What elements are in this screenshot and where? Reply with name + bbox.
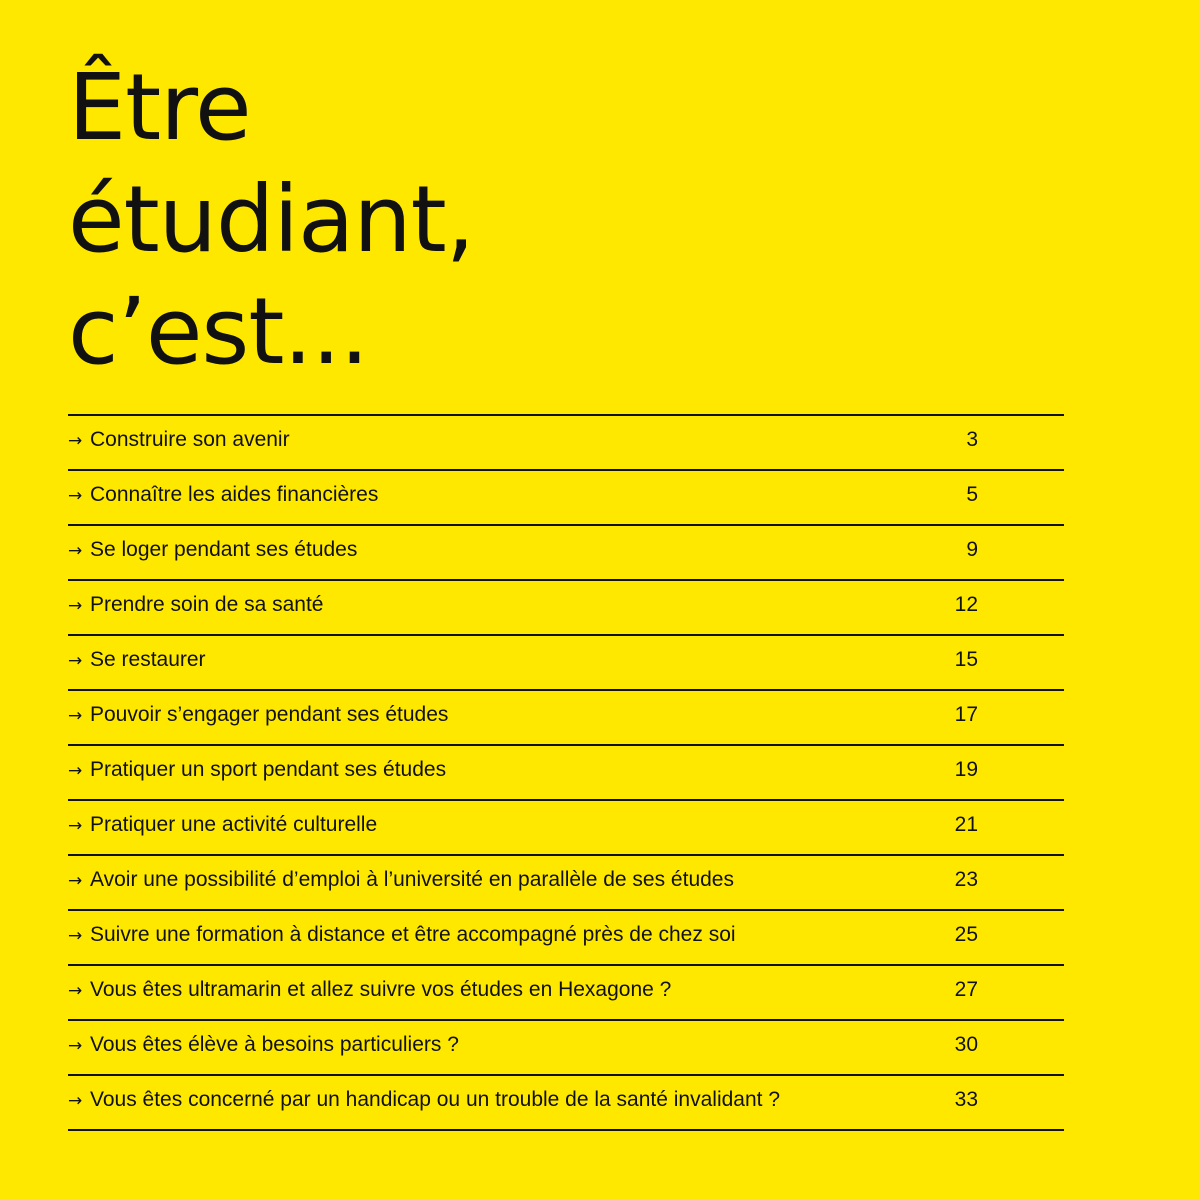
toc-entry-page-number: 5 (966, 483, 978, 506)
right-arrow-icon: → (68, 486, 83, 506)
toc-entry-label (68, 426, 290, 455)
right-arrow-icon: → (68, 1091, 83, 1111)
toc-entry-page-number: 3 (966, 428, 978, 451)
right-arrow-icon: → (68, 431, 83, 451)
toc-entry[interactable] (68, 581, 1064, 636)
toc-entry-text: Vous êtes concerné par un handicap ou un trouble de la santé invalidant ? (90, 1088, 780, 1111)
toc-entry-label (68, 811, 377, 840)
toc-entry-label (68, 646, 206, 675)
toc-entry-page-number: 15 (954, 648, 978, 671)
toc-entry[interactable] (68, 746, 1064, 801)
page-title-line-2: étudiant, (68, 166, 474, 273)
toc-entry-page-number: 33 (954, 1088, 978, 1111)
toc-entry[interactable] (68, 636, 1064, 691)
toc-entry-page-number: 17 (954, 703, 978, 726)
toc-entry-label (68, 536, 357, 565)
toc-entry-text: Se restaurer (90, 648, 206, 671)
toc-entry[interactable] (68, 691, 1064, 746)
table-of-contents (68, 414, 1064, 1131)
page-title (68, 52, 474, 388)
right-arrow-icon: → (68, 981, 83, 1001)
toc-entry-label (68, 591, 323, 620)
toc-entry[interactable] (68, 856, 1064, 911)
toc-entry-label (68, 756, 446, 785)
toc-entry-text: Prendre soin de sa santé (90, 593, 324, 616)
toc-entry-page-number: 19 (954, 758, 978, 781)
toc-entry-text: Avoir une possibilité d’emploi à l’université en parallèle de ses études (90, 868, 734, 891)
toc-entry-text: Vous êtes ultramarin et allez suivre vos études en Hexagone ? (90, 978, 672, 1001)
right-arrow-icon: → (68, 761, 83, 781)
right-arrow-icon: → (68, 816, 83, 836)
toc-entry-text: Pratiquer un sport pendant ses études (90, 758, 447, 781)
right-arrow-icon: → (68, 596, 83, 616)
toc-entry[interactable] (68, 471, 1064, 526)
page-title-line-3: c’est... (68, 278, 369, 385)
toc-entry[interactable] (68, 416, 1064, 471)
toc-entry-label (68, 701, 448, 730)
toc-entry[interactable] (68, 966, 1064, 1021)
toc-entry-text: Pratiquer une activité culturelle (90, 813, 378, 836)
toc-entry-page-number: 30 (954, 1033, 978, 1056)
right-arrow-icon: → (68, 1036, 83, 1056)
toc-entry-page-number: 9 (966, 538, 978, 561)
toc-entry-label (68, 1031, 459, 1060)
toc-entry[interactable] (68, 1021, 1064, 1076)
toc-entry[interactable] (68, 526, 1064, 581)
toc-entry-label (68, 976, 671, 1005)
toc-entry-text: Pouvoir s’engager pendant ses études (90, 703, 449, 726)
right-arrow-icon: → (68, 651, 83, 671)
toc-entry[interactable] (68, 911, 1064, 966)
toc-entry-text: Vous êtes élève à besoins particuliers ? (90, 1033, 459, 1056)
toc-entry-label (68, 921, 736, 950)
toc-entry-label (68, 1086, 780, 1115)
toc-entry-page-number: 12 (954, 593, 978, 616)
toc-entry-page-number: 21 (954, 813, 978, 836)
toc-entry[interactable] (68, 1076, 1064, 1131)
right-arrow-icon: → (68, 706, 83, 726)
right-arrow-icon: → (68, 871, 83, 891)
right-arrow-icon: → (68, 541, 83, 561)
toc-entry-text: Se loger pendant ses études (90, 538, 358, 561)
toc-entry[interactable] (68, 801, 1064, 856)
toc-entry-page-number: 27 (954, 978, 978, 1001)
toc-entry-text: Construire son avenir (90, 428, 290, 451)
toc-entry-text: Connaître les aides financières (90, 483, 379, 506)
toc-entry-label (68, 866, 734, 895)
toc-entry-text: Suivre une formation à distance et être accompagné près de chez soi (90, 923, 736, 946)
toc-entry-label (68, 481, 378, 510)
toc-entry-page-number: 23 (954, 868, 978, 891)
toc-entry-page-number: 25 (954, 923, 978, 946)
page-title-line-1: Être (68, 54, 251, 161)
right-arrow-icon: → (68, 926, 83, 946)
